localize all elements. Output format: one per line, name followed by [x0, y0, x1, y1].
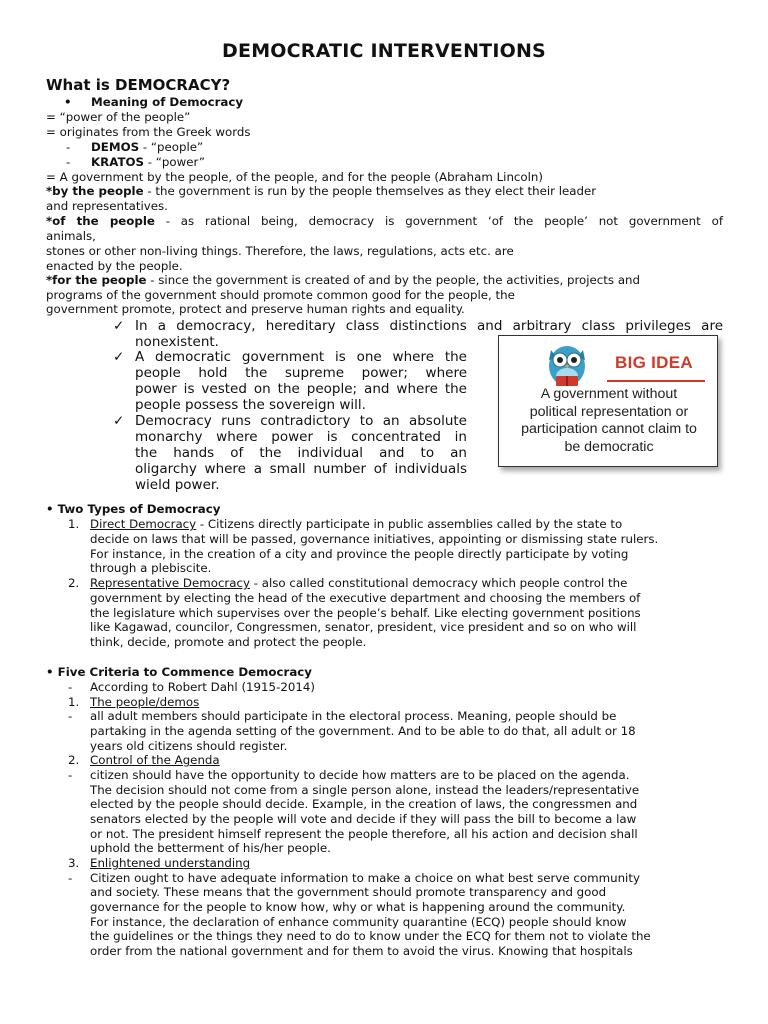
big-idea-line: A government without: [540, 386, 678, 402]
criterion-title: The people/demos: [90, 695, 200, 709]
types-heading: • Two Types of Democracy: [46, 502, 221, 516]
term: *by the people: [46, 184, 144, 198]
list-number: 1.: [68, 695, 80, 709]
check-item: [113, 413, 467, 495]
owl-icon: [539, 338, 603, 390]
paragraph-line: like Kagawad, councilor, Congressmen, senator, president, vice president and so on who will: [90, 620, 637, 634]
paragraph-line: decide on laws that will be passed, governance initiatives, appointing or dismissing state rulers.: [90, 532, 659, 546]
page-title: DEMOCRATIC INTERVENTIONS: [222, 40, 546, 62]
definition-line: = “power of the people”: [46, 110, 191, 124]
big-idea-line: be democratic: [564, 438, 654, 455]
greek-term: DEMOS: [91, 140, 140, 154]
dash-marker: -: [68, 709, 73, 723]
criterion-title: Enlightened understanding: [90, 856, 251, 870]
text: - the government is run by the people themselves as they elect their leader: [143, 184, 597, 198]
check-line: power is vested on the people; and where the: [135, 381, 467, 397]
criteria-heading: • Five Criteria to Commence Democracy: [46, 665, 312, 679]
type-text: - also called constitutional democracy which people control the: [249, 576, 628, 590]
paragraph-line: or not. The president himself represent the people therefore, all his action and decision shall: [90, 827, 638, 841]
paragraph-line: and society. These means that the government should promote transparency and good: [90, 885, 607, 899]
dash-marker: -: [68, 680, 73, 694]
greek-word-kratos: [91, 155, 205, 170]
paragraph-line: the guidelines or the things they need to do to know under the ECQ for them not to violate the: [90, 929, 651, 943]
check-line: people hold the supreme power; where: [135, 365, 467, 381]
paragraph-line: governance for the people to know how, why or what is happening around the community.: [90, 900, 626, 914]
check-line: oligarchy where a small number of individuals: [135, 461, 467, 477]
paragraph-line: animals,: [46, 229, 96, 243]
paragraph-line: programs of the government should promote common good for the people, the: [46, 288, 515, 302]
paragraph-line: years old citizens should register.: [90, 739, 288, 753]
list-number: 2.: [68, 576, 80, 590]
paragraph-line: government promote, protect and preserve human rights and equality.: [46, 302, 465, 316]
greek-definition: - “power”: [144, 155, 205, 169]
paragraph-line: order from the national government and for them to avoid the virus. Knowing that hospitals: [90, 944, 633, 958]
big-idea-line: participation cannot claim to: [521, 421, 697, 437]
paragraph-line: partaking in the agenda setting of the government. And to be able to do that, all adult or 18: [90, 724, 636, 738]
paragraph-line: For instance, the declaration of enhance community quarantine (ECQ) people should know: [90, 915, 627, 929]
paragraph-line: senators elected by the people will vote and decide if they will pass the bill to become a law: [90, 812, 637, 826]
check-line: wield power.: [135, 477, 220, 493]
paragraph-line: Citizen ought to have adequate information to make a choice on what best serve community: [90, 871, 640, 885]
greek-word-demos: [91, 140, 203, 155]
definition-line: = originates from the Greek words: [46, 125, 251, 139]
big-idea-box: [498, 335, 718, 467]
checkmark-icon: ✓: [113, 318, 125, 334]
list-number: 3.: [68, 856, 80, 870]
paragraph-line: the legislature which supervises over the people’s behalf. Like electing government positions: [90, 606, 641, 620]
term: *of the people: [46, 214, 155, 228]
greek-term: KRATOS: [91, 155, 145, 169]
paragraph-line: citizen should have the opportunity to decide how matters are to be placed on the agenda.: [90, 768, 630, 782]
text: - since the government is created of and by the people, the activities, projects and: [146, 273, 641, 287]
by-the-people-line: [46, 184, 596, 199]
text: - as rational being, democracy is government ‘of the people’ not government of: [154, 214, 723, 228]
bullet-dot: •: [64, 95, 72, 109]
list-number: 1.: [68, 517, 80, 531]
paragraph-line: all adult members should participate in the electoral process. Meaning, people should be: [90, 709, 617, 723]
paragraph-line: uphold the betterment of his/her people.: [90, 841, 331, 855]
meaning-heading: Meaning of Democracy: [91, 95, 244, 109]
paragraph-line: through a plebiscite.: [90, 561, 212, 575]
for-the-people-line: [46, 273, 640, 288]
greek-definition: - “people”: [139, 140, 204, 154]
paragraph-line: enacted by the people.: [46, 259, 183, 273]
lincoln-quote: = A government by the people, of the people, and for the people (Abraham Lincoln): [46, 170, 543, 184]
type-item-representative: [90, 576, 627, 591]
criteria-source: According to Robert Dahl (1915-2014): [90, 680, 315, 694]
section-heading-what-is-democracy: What is DEMOCRACY?: [46, 76, 231, 94]
type-text: - Citizens directly participate in public assemblies called by the state to: [196, 517, 623, 531]
criterion-title: Control of the Agenda: [90, 753, 220, 767]
paragraph-line: The decision should not come from a single person alone, instead the leaders/representative: [90, 783, 640, 797]
paragraph-line: government by electing the head of the executive department and choosing the members of: [90, 591, 641, 605]
big-idea-line: political representation or: [529, 403, 689, 420]
paragraph-line: and representatives.: [46, 199, 168, 213]
check-line: Democracy runs contradictory to an absolute: [135, 413, 467, 429]
paragraph-line: think, decide, promote and protect the people.: [90, 635, 367, 649]
check-line: the hands of the individual and to an: [135, 445, 467, 461]
big-idea-text: [503, 386, 715, 456]
title-underline: [607, 380, 705, 382]
type-term: Direct Democracy: [90, 517, 197, 531]
big-idea-title: BIG IDEA: [615, 353, 693, 372]
type-term: Representative Democracy: [90, 576, 250, 590]
paragraph-line: stones or other non-living things. Therefore, the laws, regulations, acts etc. are: [46, 244, 514, 258]
dash-marker: -: [66, 140, 71, 154]
paragraph-line: For instance, in the creation of a city and province the people directly participate by voting: [90, 547, 629, 561]
of-the-people-line: [46, 214, 723, 229]
check-line: nonexistent.: [135, 334, 219, 350]
dash-marker: -: [68, 871, 73, 885]
check-line: In a democracy, hereditary class distinctions and arbitrary class privileges are: [135, 318, 723, 334]
dash-marker: -: [66, 155, 71, 169]
dash-marker: -: [68, 768, 73, 782]
check-line: monarchy where power is concentrated in: [135, 429, 467, 445]
checkmark-icon: ✓: [113, 349, 125, 365]
check-line: A democratic government is one where the: [135, 349, 467, 365]
term: *for the people: [46, 273, 147, 287]
check-item: [113, 349, 467, 415]
paragraph-line: elected by the people should decide. Example, in the creation of laws, the congressmen and: [90, 797, 638, 811]
check-line: people possess the sovereign will.: [135, 397, 366, 413]
list-number: 2.: [68, 753, 80, 767]
checkmark-icon: ✓: [113, 413, 125, 429]
type-item-direct: [90, 517, 622, 532]
